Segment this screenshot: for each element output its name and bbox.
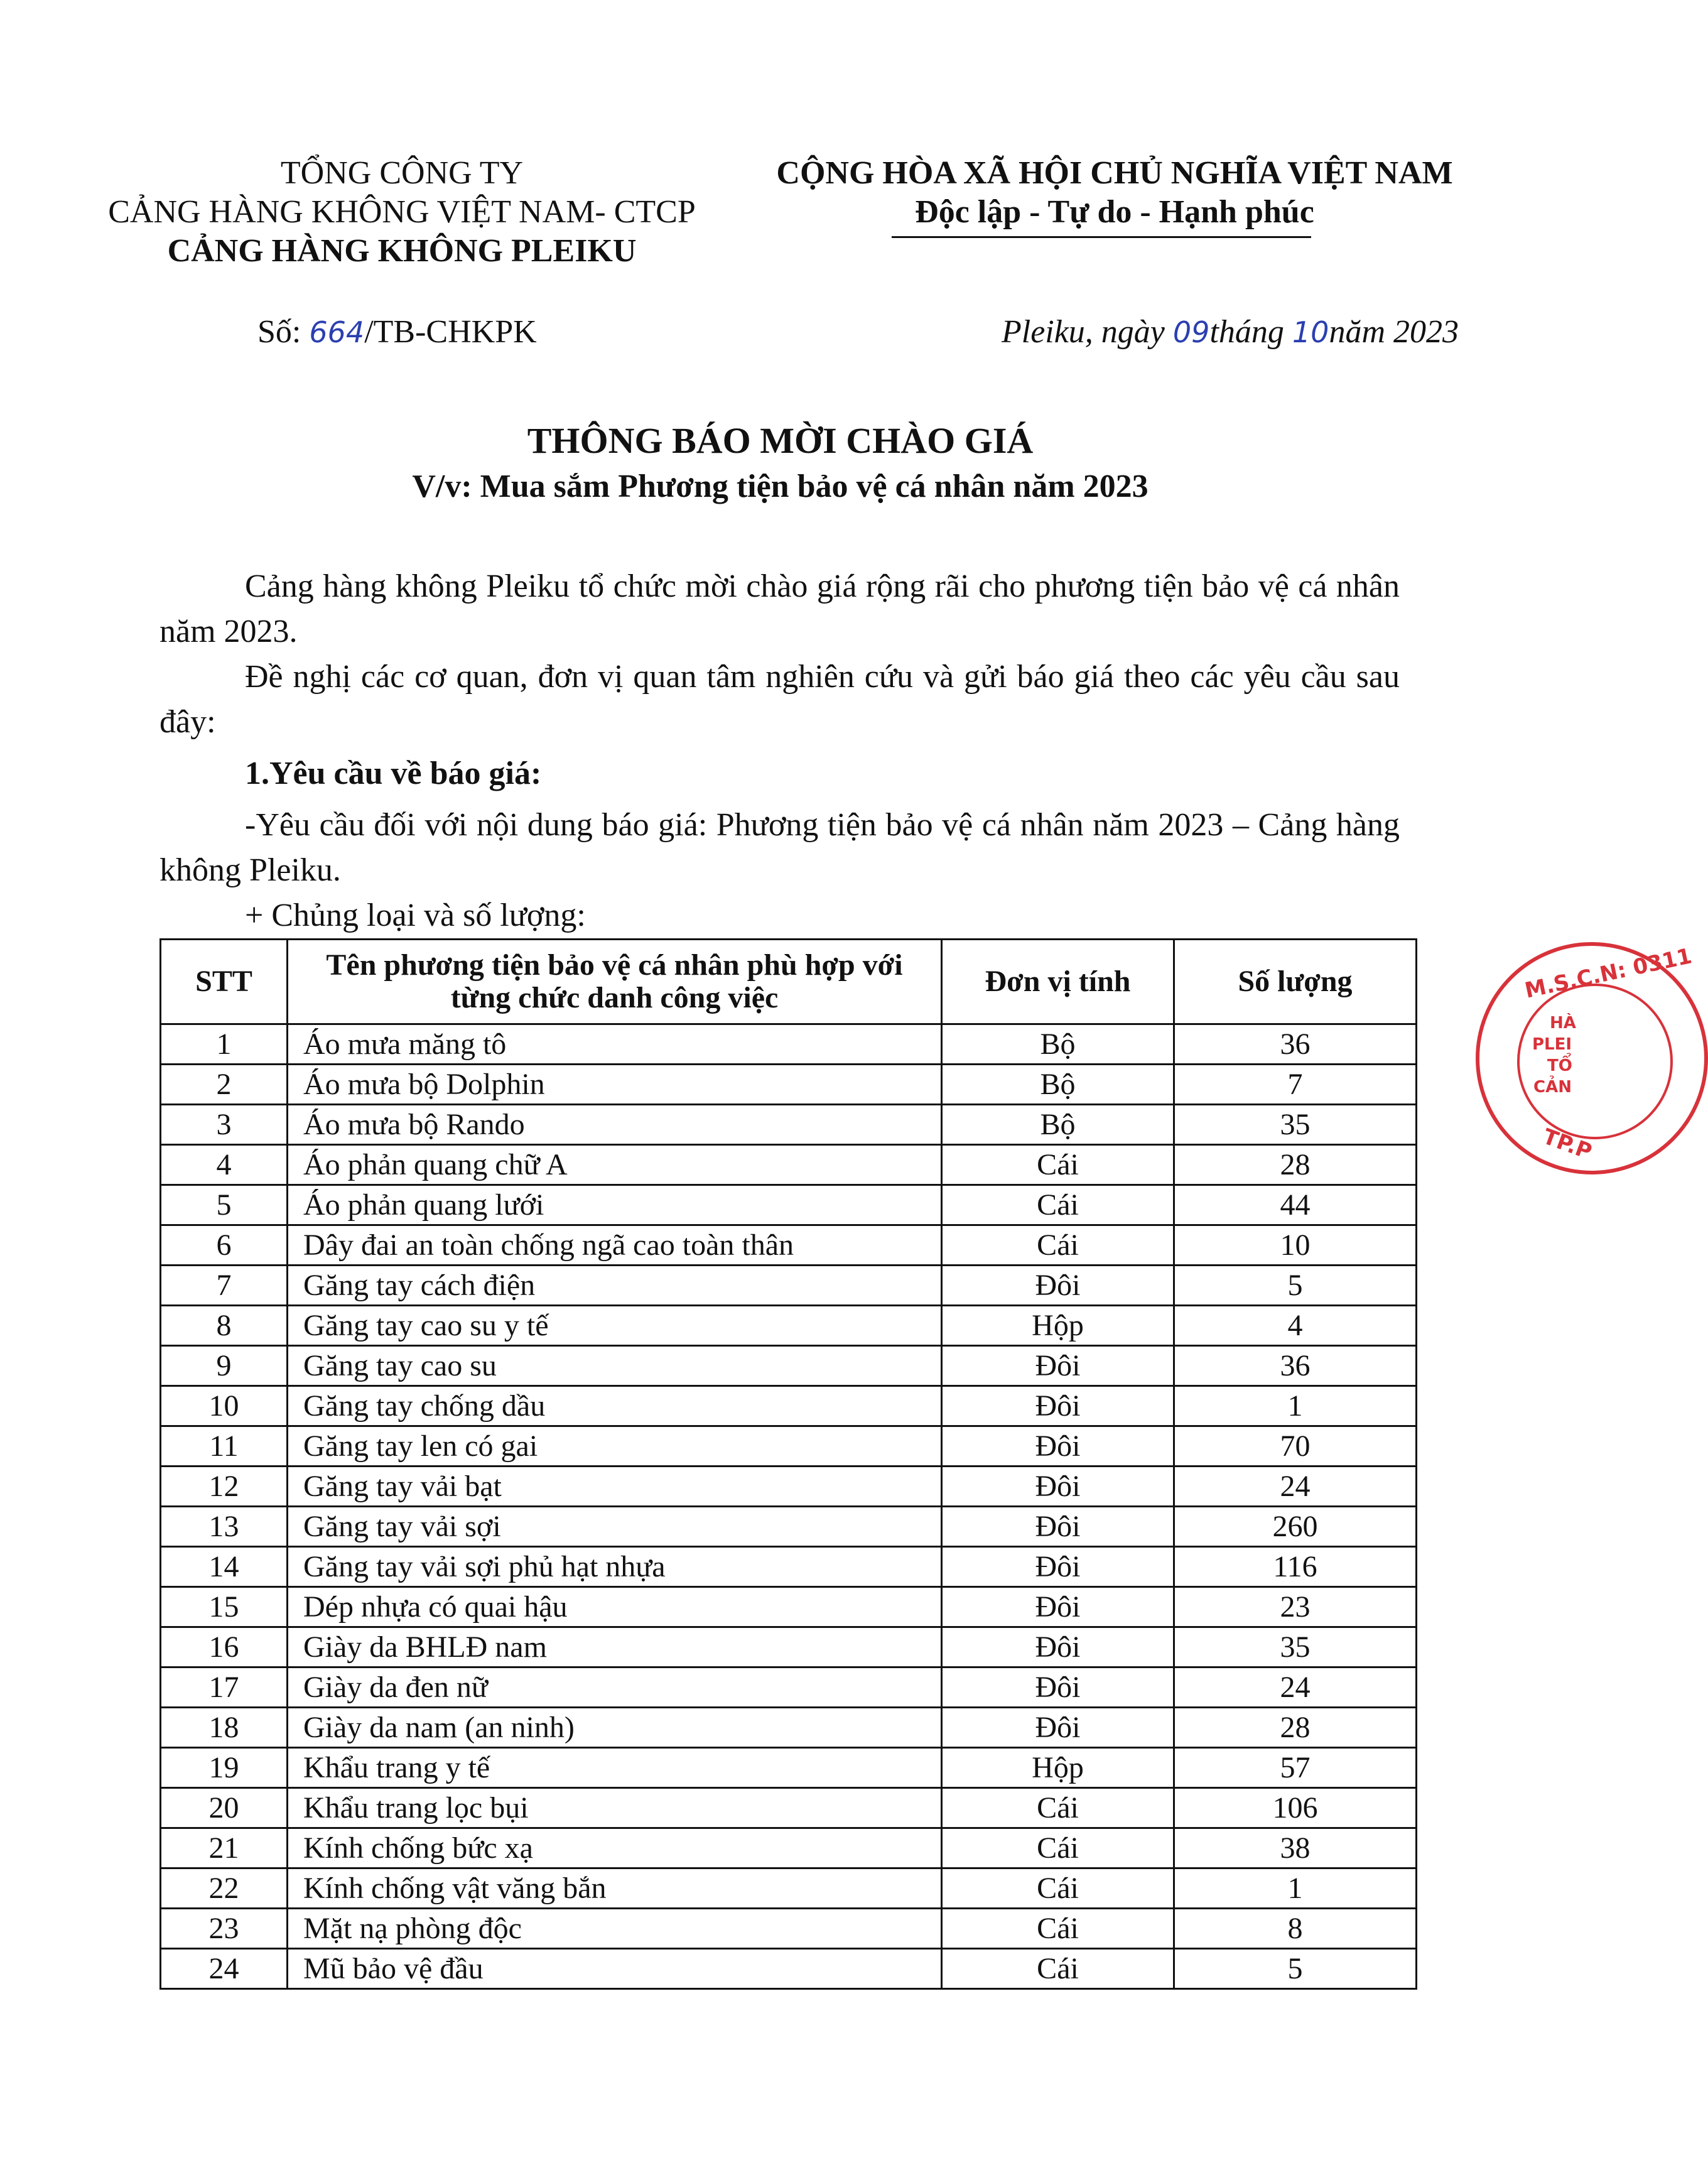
table-row: [161, 1145, 1417, 1185]
table-row: [161, 1386, 1417, 1426]
cell-stt: 22: [161, 1868, 288, 1909]
requirement-1-text: -Yêu cầu đối với nội dung báo giá: Phương tiện bảo vệ cá nhân năm 2023 – Cảng hàng không Pleiku.: [159, 807, 1400, 888]
seal-text-line4: CẢN: [1533, 1078, 1572, 1097]
cell-stt: 8: [161, 1306, 288, 1346]
doc-number: [257, 313, 537, 352]
org-parent-line2: CẢNG HÀNG KHÔNG VIỆT NAM- CTCP: [108, 194, 696, 230]
cell-stt: 21: [161, 1828, 288, 1868]
table-row: [161, 1587, 1417, 1627]
seal-inner-ring: [1517, 984, 1673, 1139]
cell-qty: 44: [1174, 1185, 1417, 1225]
org-header: [75, 154, 728, 271]
cell-name: Găng tay cách điện: [288, 1266, 942, 1306]
cell-name: Kính chống bức xạ: [288, 1828, 942, 1868]
cell-qty: 57: [1174, 1748, 1417, 1788]
table-row: [161, 1547, 1417, 1587]
cell-name: Mặt nạ phòng độc: [288, 1909, 942, 1949]
cell-stt: 20: [161, 1788, 288, 1828]
cell-unit: Đôi: [942, 1426, 1174, 1467]
national-motto: Độc lập - Tự do - Hạnh phúc: [915, 194, 1314, 230]
date-year: năm 2023: [1329, 314, 1459, 350]
cell-name: Giày da nam (an ninh): [288, 1708, 942, 1748]
cell-stt: 16: [161, 1627, 288, 1668]
cell-stt: 19: [161, 1748, 288, 1788]
cell-name: Áo mưa bộ Rando: [288, 1105, 942, 1145]
cell-stt: 14: [161, 1547, 288, 1587]
table-row: [161, 1868, 1417, 1909]
cell-qty: 35: [1174, 1627, 1417, 1668]
cell-name: Mũ bảo vệ đầu: [288, 1949, 942, 1989]
table-row: [161, 1346, 1417, 1386]
cell-stt: 2: [161, 1065, 288, 1105]
table-row: [161, 1748, 1417, 1788]
cell-unit: Cái: [942, 1909, 1174, 1949]
cell-unit: Cái: [942, 1145, 1174, 1185]
cell-qty: 5: [1174, 1266, 1417, 1306]
cell-unit: Đôi: [942, 1547, 1174, 1587]
cell-name: Găng tay vải sợi: [288, 1507, 942, 1547]
seal-text-line3: TỔ: [1547, 1056, 1572, 1075]
cell-name: Kính chống vật văng bắn: [288, 1868, 942, 1909]
paragraph-request-text: Đề nghị các cơ quan, đơn vị quan tâm nghiên cứu và gửi báo giá theo các yêu cầu sau đây:: [159, 659, 1400, 740]
cell-name: Găng tay len có gai: [288, 1426, 942, 1467]
cell-stt: 5: [161, 1185, 288, 1225]
cell-unit: Bộ: [942, 1024, 1174, 1065]
cell-qty: 24: [1174, 1668, 1417, 1708]
cell-qty: 7: [1174, 1065, 1417, 1105]
cell-name: Giày da BHLĐ nam: [288, 1627, 942, 1668]
cell-stt: 7: [161, 1266, 288, 1306]
doc-number-suffix: /TB-CHKPK: [364, 314, 537, 350]
col-header-stt: STT: [161, 940, 288, 1024]
cell-qty: 1: [1174, 1386, 1417, 1426]
cell-stt: 3: [161, 1105, 288, 1145]
cell-name: Áo mưa bộ Dolphin: [288, 1065, 942, 1105]
table-row: [161, 1024, 1417, 1065]
table-row: [161, 1467, 1417, 1507]
date-place: Pleiku, ngày: [1001, 314, 1165, 350]
cell-stt: 18: [161, 1708, 288, 1748]
table-row: [161, 1627, 1417, 1668]
cell-qty: 4: [1174, 1306, 1417, 1346]
cell-qty: 106: [1174, 1788, 1417, 1828]
red-seal-stamp: [1476, 942, 1708, 1174]
col-header-name: Tên phương tiện bảo vệ cá nhân phù hợp với từng chức danh công việc: [288, 940, 942, 1024]
org-parent-line1: TỔNG CÔNG TY: [280, 155, 524, 191]
table-row: [161, 1788, 1417, 1828]
requirement-2: + Chủng loại và số lượng:: [245, 897, 586, 933]
table-row: [161, 1909, 1417, 1949]
cell-name: Áo phản quang lưới: [288, 1185, 942, 1225]
cell-qty: 10: [1174, 1225, 1417, 1266]
table-row: [161, 1949, 1417, 1989]
cell-unit: Đôi: [942, 1266, 1174, 1306]
table-row: [161, 1828, 1417, 1868]
table-header-row: [161, 940, 1417, 1024]
table-row: [161, 1065, 1417, 1105]
seal-text-bottom: TP.P: [1539, 1124, 1596, 1165]
cell-qty: 70: [1174, 1426, 1417, 1467]
cell-stt: 10: [161, 1386, 288, 1426]
cell-stt: 1: [161, 1024, 288, 1065]
cell-stt: 11: [161, 1426, 288, 1467]
org-name: CẢNG HÀNG KHÔNG PLEIKU: [167, 233, 637, 269]
cell-stt: 15: [161, 1587, 288, 1627]
cell-stt: 6: [161, 1225, 288, 1266]
cell-stt: 13: [161, 1507, 288, 1547]
cell-stt: 24: [161, 1949, 288, 1989]
table-row: [161, 1105, 1417, 1145]
cell-stt: 4: [161, 1145, 288, 1185]
seal-text-line2: PLEI: [1532, 1035, 1572, 1054]
cell-name: Găng tay chống dầu: [288, 1386, 942, 1426]
cell-unit: Đôi: [942, 1668, 1174, 1708]
national-title: CỘNG HÒA XÃ HỘI CHỦ NGHĨA VIỆT NAM: [776, 155, 1453, 191]
cell-unit: Đôi: [942, 1708, 1174, 1748]
cell-name: Áo mưa măng tô: [288, 1024, 942, 1065]
cell-name: Dây đai an toàn chống ngã cao toàn thân: [288, 1225, 942, 1266]
items-table: [159, 938, 1417, 1990]
cell-qty: 260: [1174, 1507, 1417, 1547]
cell-qty: 28: [1174, 1145, 1417, 1185]
doc-number-handwritten: 664: [309, 315, 365, 349]
cell-name: Áo phản quang chữ A: [288, 1145, 942, 1185]
table-row: [161, 1668, 1417, 1708]
requirement-1: [159, 803, 1400, 893]
table-row: [161, 1708, 1417, 1748]
cell-unit: Cái: [942, 1949, 1174, 1989]
cell-unit: Cái: [942, 1225, 1174, 1266]
paragraph-intro: [159, 564, 1400, 654]
cell-unit: Cái: [942, 1868, 1174, 1909]
cell-qty: 116: [1174, 1547, 1417, 1587]
date-line: [1002, 313, 1459, 352]
cell-unit: Đôi: [942, 1467, 1174, 1507]
cell-qty: 35: [1174, 1105, 1417, 1145]
cell-name: Găng tay cao su y tế: [288, 1306, 942, 1346]
cell-qty: 5: [1174, 1949, 1417, 1989]
cell-unit: Đôi: [942, 1346, 1174, 1386]
cell-qty: 1: [1174, 1868, 1417, 1909]
table-row: [161, 1225, 1417, 1266]
table-row: [161, 1266, 1417, 1306]
cell-stt: 23: [161, 1909, 288, 1949]
doc-number-prefix: Số:: [257, 314, 301, 350]
cell-name: Găng tay vải sợi phủ hạt nhựa: [288, 1547, 942, 1587]
cell-qty: 36: [1174, 1346, 1417, 1386]
table-body: [161, 1024, 1417, 1989]
paragraph-request: [159, 654, 1400, 745]
table-row: [161, 1507, 1417, 1547]
paragraph-intro-text: Cảng hàng không Pleiku tổ chức mời chào giá rộng rãi cho phương tiện bảo vệ cá nhân năm 2023.: [159, 568, 1400, 649]
cell-unit: Hộp: [942, 1306, 1174, 1346]
cell-unit: Cái: [942, 1788, 1174, 1828]
date-month: 10: [1292, 315, 1329, 349]
cell-qty: 8: [1174, 1909, 1417, 1949]
cell-unit: Bộ: [942, 1105, 1174, 1145]
col-header-qty: Số lượng: [1174, 940, 1417, 1024]
cell-stt: 17: [161, 1668, 288, 1708]
col-header-unit: Đơn vị tính: [942, 940, 1174, 1024]
cell-unit: Cái: [942, 1185, 1174, 1225]
cell-name: Khẩu trang y tế: [288, 1748, 942, 1788]
cell-qty: 28: [1174, 1708, 1417, 1748]
cell-stt: 9: [161, 1346, 288, 1386]
seal-text-top: M.S.C.N: 0311: [1522, 943, 1694, 1004]
cell-name: Giày da đen nữ: [288, 1668, 942, 1708]
cell-unit: Đôi: [942, 1627, 1174, 1668]
cell-unit: Đôi: [942, 1587, 1174, 1627]
date-month-label: tháng: [1209, 314, 1284, 350]
cell-qty: 23: [1174, 1587, 1417, 1627]
seal-text-line1: HÀ: [1550, 1014, 1576, 1033]
cell-qty: 36: [1174, 1024, 1417, 1065]
table-row: [161, 1426, 1417, 1467]
cell-unit: Hộp: [942, 1748, 1174, 1788]
cell-name: Găng tay vải bạt: [288, 1467, 942, 1507]
doc-title-main: THÔNG BÁO MỜI CHÀO GIÁ: [527, 420, 1034, 461]
cell-name: Dép nhựa có quai hậu: [288, 1587, 942, 1627]
date-day: 09: [1172, 315, 1210, 349]
doc-subject: V/v: Mua sắm Phương tiện bảo vệ cá nhân năm 2023: [412, 469, 1149, 504]
national-header: [722, 154, 1507, 232]
cell-stt: 12: [161, 1467, 288, 1507]
cell-unit: Cái: [942, 1828, 1174, 1868]
cell-name: Khẩu trang lọc bụi: [288, 1788, 942, 1828]
doc-title: [0, 420, 1560, 462]
table-row: [161, 1306, 1417, 1346]
cell-unit: Đôi: [942, 1386, 1174, 1426]
cell-qty: 24: [1174, 1467, 1417, 1507]
section-heading-1: 1.Yêu cầu về báo giá:: [245, 756, 542, 791]
cell-unit: Bộ: [942, 1065, 1174, 1105]
cell-unit: Đôi: [942, 1507, 1174, 1547]
table-row: [161, 1185, 1417, 1225]
cell-name: Găng tay cao su: [288, 1346, 942, 1386]
motto-underline: [892, 236, 1311, 238]
cell-qty: 38: [1174, 1828, 1417, 1868]
